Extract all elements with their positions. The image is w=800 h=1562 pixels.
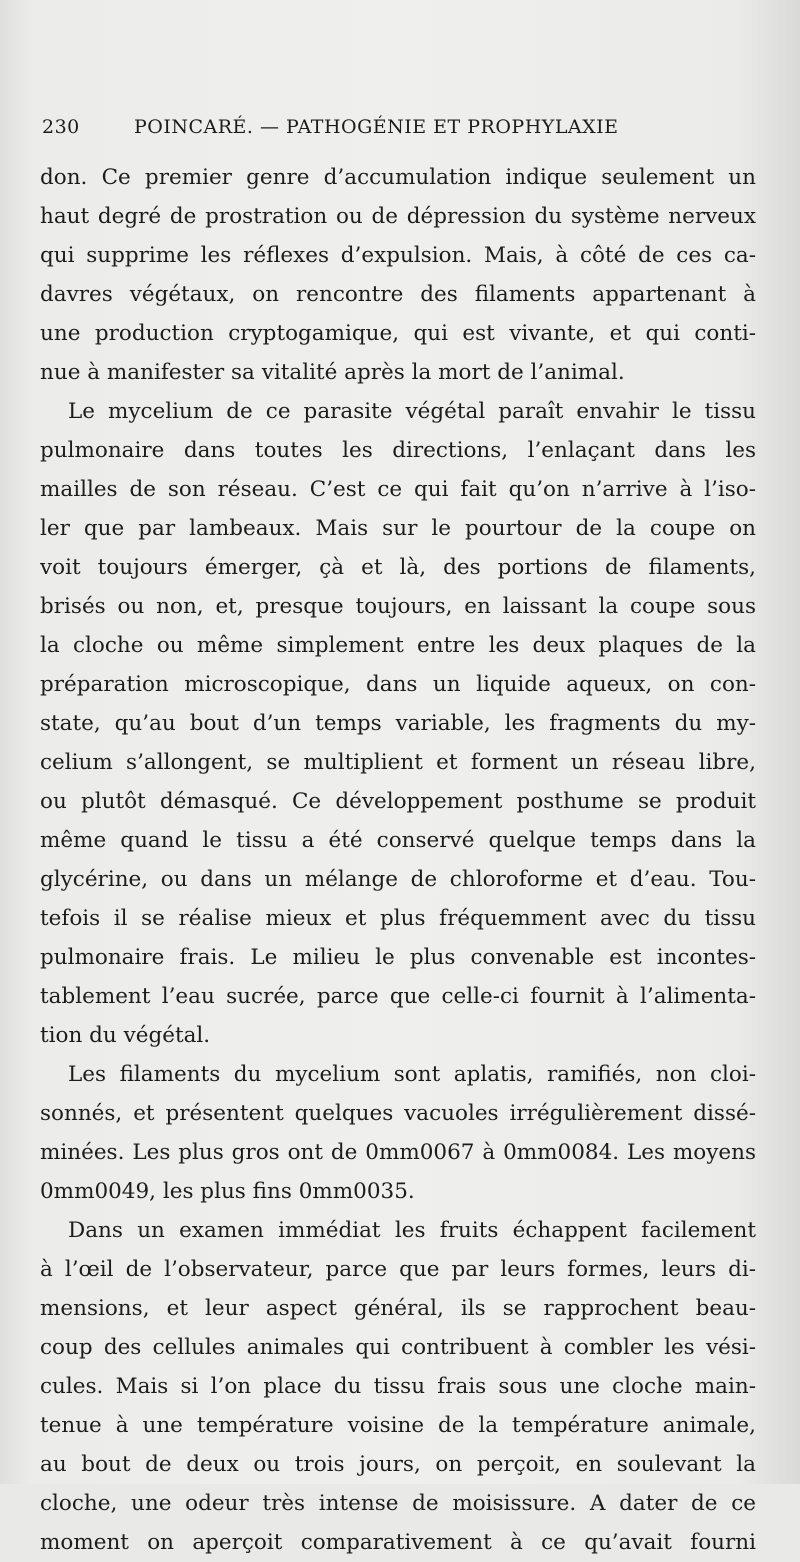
- text-line: ler que par lambeaux. Mais sur le pourtour de la coupe on: [40, 516, 756, 541]
- text-line: pulmonaire dans toutes les directions, l’enlaçant dans les: [40, 438, 756, 463]
- text-line: Le mycelium de ce parasite végétal paraît envahir le tissu: [68, 399, 756, 424]
- text-line: sonnés, et présentent quelques vacuoles irrégulièrement dissé-: [40, 1101, 756, 1126]
- text-line: au bout de deux ou trois jours, on perçoit, en soulevant la: [40, 1452, 756, 1477]
- text-line: la cloche ou même simplement entre les deux plaques de la: [40, 633, 756, 658]
- text-line: davres végétaux, on rencontre des filaments appartenant à: [40, 282, 756, 307]
- text-line: glycérine, ou dans un mélange de chloroforme et d’eau. Tou-: [40, 867, 756, 892]
- running-header: [42, 116, 758, 138]
- text-line: moment on aperçoit comparativement à ce qu’avait fourni: [40, 1530, 756, 1555]
- text-line: qui supprime les réflexes d’expulsion. Mais, à côté de ces ca-: [40, 243, 756, 268]
- text-line: coup des cellules animales qui contribuent à combler les vési-: [40, 1335, 756, 1360]
- text-line: tefois il se réalise mieux et plus fréquemment avec du tissu: [40, 906, 756, 931]
- text-line: state, qu’au bout d’un temps variable, les fragments du my-: [40, 711, 756, 736]
- text-line: minées. Les plus gros ont de 0mm0067 à 0mm0084. Les moyens: [40, 1140, 756, 1165]
- text-line: tenue à une température voisine de la température animale,: [40, 1413, 756, 1438]
- text-line: mailles de son réseau. C’est ce qui fait qu’on n’arrive à l’iso-: [40, 477, 756, 502]
- text-line: Dans un examen immédiat les fruits échappent facilement: [68, 1218, 756, 1243]
- text-line: celium s’allongent, se multiplient et forment un réseau libre,: [40, 750, 756, 775]
- text-line: pulmonaire frais. Le milieu le plus convenable est incontes-: [40, 945, 756, 970]
- text-line: voit toujours émerger, çà et là, des portions de filaments,: [40, 555, 756, 580]
- text-line: mensions, et leur aspect général, ils se rapprochent beau-: [40, 1296, 756, 1321]
- text-line: tablement l’eau sucrée, parce que celle-ci fournit à l’alimenta-: [40, 984, 756, 1009]
- text-line: nue à manifester sa vitalité après la mort de l’animal.: [40, 360, 625, 385]
- text-line: même quand le tissu a été conservé quelque temps dans la: [40, 828, 756, 853]
- text-line: tion du végétal.: [40, 1023, 211, 1048]
- page-number: 230: [42, 116, 80, 138]
- text-line: cules. Mais si l’on place du tissu frais sous une cloche main-: [40, 1374, 756, 1399]
- running-title: POINCARÉ. — PATHOGÉNIE ET PROPHYLAXIE: [134, 116, 619, 138]
- text-line: brisés ou non, et, presque toujours, en laissant la coupe sous: [40, 594, 756, 619]
- body-text: [40, 158, 756, 1562]
- text-line: 0mm0049, les plus fins 0mm0035.: [40, 1179, 415, 1204]
- text-line: une production cryptogamique, qui est vivante, et qui conti-: [40, 321, 756, 346]
- text-line: cloche, une odeur très intense de moisissure. A dater de ce: [40, 1491, 756, 1516]
- text-line: à l’œil de l’observateur, parce que par leurs formes, leurs di-: [40, 1257, 756, 1282]
- text-line: don. Ce premier genre d’accumulation indique seulement un: [40, 165, 756, 190]
- text-line: préparation microscopique, dans un liquide aqueux, on con-: [40, 672, 756, 697]
- text-line: ou plutôt démasqué. Ce développement posthume se produit: [40, 789, 756, 814]
- text-line: haut degré de prostration ou de dépression du système nerveux: [40, 204, 756, 229]
- text-line: Les filaments du mycelium sont aplatis, ramifiés, non cloi-: [68, 1062, 756, 1087]
